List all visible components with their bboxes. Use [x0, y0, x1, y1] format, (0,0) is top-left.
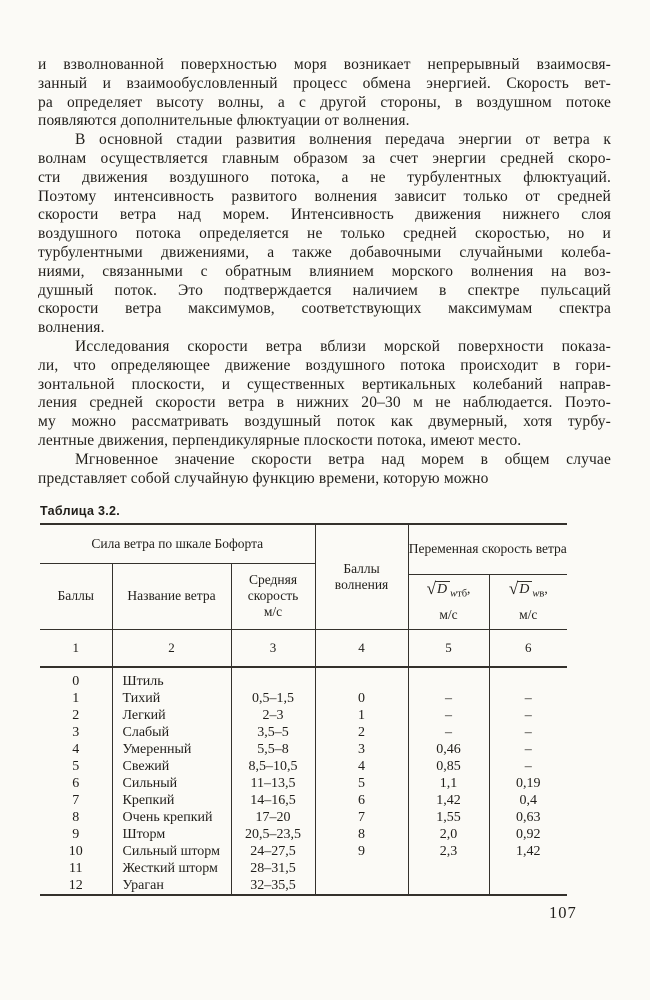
- table-cell: 1,42: [408, 792, 489, 809]
- table-cell: –: [408, 690, 489, 707]
- paragraph-line: и взволнованной поверхностью моря возникает непрерывный взаимосвя-: [38, 56, 611, 73]
- table-cell: –: [489, 690, 567, 707]
- header-avg-speed-line2: скорость: [247, 588, 299, 603]
- table-row: [40, 843, 567, 860]
- paragraph-line: появляются дополнительные флюктуации от волнения.: [38, 112, 410, 130]
- paragraph-line: му можно рассматривать воздушный поток как двумерный, хотя турбу-: [38, 413, 611, 431]
- paragraph-line: ли, что определяющее движение воздушного потока происходит в гори-: [38, 356, 611, 374]
- column-number-row: [40, 629, 567, 667]
- paragraph-line: волнения.: [38, 319, 105, 337]
- table-cell: –: [408, 724, 489, 741]
- beaufort-table-body: [40, 667, 567, 895]
- table-cell: –: [489, 724, 567, 741]
- table-cell: 4: [315, 758, 408, 775]
- table-cell: 0,5–1,5: [231, 690, 315, 707]
- table-cell: 0: [315, 690, 408, 707]
- table-cell: Сильный шторм: [112, 843, 231, 860]
- header-wave-variance: [489, 574, 567, 629]
- table-row: [40, 792, 567, 809]
- paragraph-line: ниями, связанными с обратным влиянием морского волнения на воз-: [38, 262, 611, 280]
- table-row: [40, 690, 567, 707]
- table-cell: 7: [72, 793, 80, 808]
- table-cell: 28–31,5: [231, 860, 315, 877]
- table-cell: 2–3: [231, 707, 315, 724]
- paragraph-line: сти движения воздушного потока, а не турбулентных флюктуаций.: [38, 168, 611, 186]
- table-cell: Жесткий шторм: [112, 860, 231, 877]
- beaufort-table: [40, 523, 567, 896]
- table-cell: [489, 877, 567, 895]
- header-points: Баллы: [57, 588, 94, 603]
- header-beaufort-group: Сила ветра по шкале Бофорта: [40, 524, 315, 563]
- table-row: [40, 707, 567, 724]
- table-cell: 20,5–23,5: [231, 826, 315, 843]
- column-number-cell: 1: [40, 629, 112, 667]
- paragraph-line: скорости ветра над морем. Интенсивность движения нижнего слоя: [38, 206, 611, 224]
- unit-label: м/с: [439, 606, 458, 622]
- paragraph-line: ра определяет высоту волны, а с другой стороны, в воздушном потоке: [38, 93, 611, 111]
- paragraph-line: Мгновенное значение скорости ветра над морем в общем случае: [75, 450, 611, 468]
- table-caption: Таблица 3.2.: [40, 504, 121, 518]
- paragraph-line: скорости ветра максимумов, соответствующих максимумам спектра: [38, 300, 611, 318]
- table-cell: 1: [72, 691, 80, 706]
- table-cell: 0,92: [489, 826, 567, 843]
- header-variable-speed-group: Переменная скорость ветра: [408, 524, 567, 574]
- header-avg-speed-unit: м/с: [263, 604, 283, 619]
- table-cell: [315, 667, 408, 690]
- paragraph-line: ления средней скорости ветра в нижних 20–30 м не наблюдается. Поэто-: [38, 394, 611, 412]
- radical-sign-icon: √: [426, 579, 436, 599]
- paragraph-line: В основной стадии развития волнения передача энергии от ветра к: [75, 131, 611, 149]
- table-cell: 8,5–10,5: [231, 758, 315, 775]
- table-row: [40, 741, 567, 758]
- table-cell: [315, 860, 408, 877]
- table-cell: Свежий: [112, 758, 231, 775]
- sqrt-D-wtb-formula: √D $_{wтб}$,: [426, 579, 471, 600]
- table-cell: Умеренный: [112, 741, 231, 758]
- table-cell: 1,42: [489, 843, 567, 860]
- column-number-cell: 2: [112, 629, 231, 667]
- table-cell: –: [408, 707, 489, 724]
- radical-sign-icon: √: [508, 579, 519, 599]
- table-cell: 2,3: [408, 843, 489, 860]
- paragraph-line: душный поток. Это подтверждается наличием в спектре пульсаций: [38, 281, 611, 299]
- table-cell: –: [489, 741, 567, 758]
- sqrt-D-wv-formula: √D $_{wв}$,: [508, 579, 548, 600]
- table-cell: Штиль: [112, 667, 231, 690]
- header-sea-state: Баллы волнения: [315, 524, 408, 629]
- paragraph-line: лентные движения, перпендикулярные плоскости потока, имеют место.: [38, 431, 522, 449]
- table-cell: 9: [72, 827, 80, 842]
- table-cell: 11–13,5: [231, 775, 315, 792]
- table-row: [40, 775, 567, 792]
- table-cell: 0,4: [489, 792, 567, 809]
- table-row: [40, 860, 567, 877]
- column-number-cell: 5: [408, 629, 489, 667]
- page-number: 107: [549, 903, 577, 922]
- table-cell: [231, 667, 315, 690]
- paragraph-line: волнам осуществляется главным образом за счет энергии средней скоро-: [38, 149, 611, 167]
- table-cell: 7: [315, 809, 408, 826]
- table-cell: 5: [72, 759, 80, 774]
- table-cell: 0,63: [489, 809, 567, 826]
- table-cell: –: [489, 707, 567, 724]
- table-cell: [489, 667, 567, 690]
- paragraph-line: Поэтому интенсивность развитого волнения зависит только от средней: [38, 187, 611, 205]
- table-cell: [408, 860, 489, 877]
- table-cell: 9: [315, 843, 408, 860]
- table-cell: [489, 860, 567, 877]
- table-cell: –: [489, 758, 567, 775]
- table-cell: 5: [315, 775, 408, 792]
- table-cell: 24–27,5: [231, 843, 315, 860]
- table-cell: 2,0: [408, 826, 489, 843]
- header-turbulent-variance: [408, 574, 489, 629]
- unit-label: м/с: [519, 606, 538, 622]
- table-cell: Сильный: [112, 775, 231, 792]
- table-cell: 1,1: [408, 775, 489, 792]
- table-cell: 10: [68, 844, 83, 859]
- table-cell: Шторм: [112, 826, 231, 843]
- table-cell: 12: [40, 877, 112, 895]
- header-avg-speed: [231, 563, 315, 629]
- table-cell: 6: [72, 776, 80, 791]
- table-cell: 4: [72, 742, 80, 757]
- paragraph-line: представляет собой случайную функцию времени, которую можно: [38, 469, 489, 487]
- body-text: [38, 56, 611, 488]
- table-row: [40, 877, 567, 895]
- table-cell: 0: [72, 674, 80, 689]
- paragraph-line: зонтальной плоскости, и существенных вертикальных колебаний направ-: [38, 375, 611, 393]
- table-cell: [408, 877, 489, 895]
- table-cell: 8: [315, 826, 408, 843]
- table-cell: [408, 667, 489, 690]
- table-cell: Легкий: [112, 707, 231, 724]
- header-wind-name: Название ветра: [112, 563, 231, 629]
- column-number-cell: 6: [489, 629, 567, 667]
- column-number-cell: 3: [231, 629, 315, 667]
- table-cell: 8: [72, 810, 80, 825]
- table-cell: [315, 877, 408, 895]
- table-cell: Слабый: [112, 724, 231, 741]
- table-row: [40, 826, 567, 843]
- table-cell: 2: [315, 724, 408, 741]
- table-cell: 1,55: [408, 809, 489, 826]
- table-cell: 3: [315, 741, 408, 758]
- table-row: [40, 667, 567, 690]
- table-row: [40, 809, 567, 826]
- table-cell: 0,19: [489, 775, 567, 792]
- table-cell: 1: [315, 707, 408, 724]
- table-cell: 14–16,5: [231, 792, 315, 809]
- table-cell: 2: [72, 708, 80, 723]
- table-cell: 3: [72, 725, 80, 740]
- table-cell: Очень крепкий: [112, 809, 231, 826]
- paragraph-line: Исследования скорости ветра вблизи морской поверхности показа-: [75, 337, 611, 355]
- table-cell: 5,5–8: [231, 741, 315, 758]
- table-cell: 0,46: [408, 741, 489, 758]
- table-cell: Тихий: [112, 690, 231, 707]
- header-avg-speed-line1: Средняя: [248, 572, 298, 587]
- column-number-cell: 4: [315, 629, 408, 667]
- header-group-row: [40, 524, 567, 563]
- table-cell: Ураган: [112, 877, 231, 895]
- table-cell: 17–20: [231, 809, 315, 826]
- paragraph-line: воздушного потока определяется не только средней скоростью, но и: [38, 225, 611, 243]
- table-cell: 32–35,5: [231, 877, 315, 895]
- table-cell: 3,5–5: [231, 724, 315, 741]
- beaufort-table-header: [40, 524, 567, 667]
- table-cell: Крепкий: [112, 792, 231, 809]
- table-row: [40, 724, 567, 741]
- table-cell: 6: [315, 792, 408, 809]
- table-row: [40, 758, 567, 775]
- table-cell: 11: [69, 861, 83, 876]
- paragraph-line: турбулентными движениями, а также добавочными случайными колеба-: [38, 243, 611, 261]
- paragraph-line: занный и взаимообусловленный процесс обмена энергией. Скорость вет-: [38, 74, 611, 92]
- table-cell: 0,85: [408, 758, 489, 775]
